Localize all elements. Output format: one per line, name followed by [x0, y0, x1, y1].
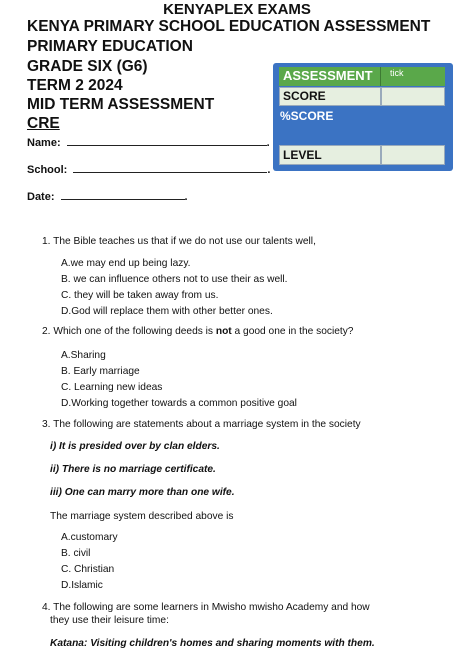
question-3-option-a[interactable]: A.customary: [61, 532, 118, 543]
question-2-option-a[interactable]: A.Sharing: [61, 350, 106, 361]
date-dot: .: [184, 191, 188, 203]
question-3-prompt: The marriage system described above is: [50, 511, 234, 522]
question-2-text-bold: not: [215, 326, 232, 337]
question-3-statement-2: ii) There is no marriage certificate.: [50, 464, 216, 475]
question-1-option-b[interactable]: B. we can influence others not to use their as well.: [61, 274, 288, 285]
question-1-text: 1. The Bible teaches us that if we do not use our talents well,: [42, 236, 316, 247]
level-label: LEVEL: [283, 148, 322, 162]
date-label: Date:: [27, 191, 55, 203]
assessment-box-title: ASSESSMENT: [283, 68, 373, 83]
question-3-statement-3: iii) One can marry more than one wife.: [50, 487, 235, 498]
school-field: [27, 163, 270, 176]
score-label: SCORE: [283, 89, 326, 103]
name-dot: .: [266, 137, 270, 149]
exam-provider: KENYAPLEX EXAMS: [163, 1, 311, 18]
question-4-text-line-1: 4. The following are some learners in Mwisho mwisho Academy and how: [42, 602, 370, 613]
pct-score-label: %SCORE: [280, 109, 334, 123]
name-line[interactable]: [67, 136, 267, 146]
term: TERM 2 2024: [27, 77, 123, 94]
question-3-option-d[interactable]: D.Islamic: [61, 580, 103, 591]
question-3-option-c[interactable]: C. Christian: [61, 564, 115, 575]
date-line[interactable]: [61, 190, 185, 200]
assessment-box-header: [279, 67, 445, 86]
question-2-text-pre: 2. Which one of the following deeds is: [42, 326, 216, 337]
grade: GRADE SIX (G6): [27, 58, 148, 75]
question-4-text-line-2: they use their leisure time:: [50, 615, 169, 626]
name-field: [27, 136, 270, 149]
subject: CRE: [27, 115, 60, 132]
school-dot: .: [267, 164, 271, 176]
date-field: [27, 190, 188, 203]
exam-type: MID TERM ASSESSMENT: [27, 96, 215, 113]
question-2-option-c[interactable]: C. Learning new ideas: [61, 382, 163, 393]
question-3-text: 3. The following are statements about a marriage system in the society: [42, 419, 361, 430]
question-1-option-a[interactable]: A.we may end up being lazy.: [61, 258, 191, 269]
question-1-option-d[interactable]: D.God will replace them with other better ones.: [61, 306, 273, 317]
question-2-text-post: a good one in the society?: [231, 326, 354, 337]
question-4-example: Katana: Visiting children's homes and sharing moments with them.: [50, 638, 375, 649]
school-line[interactable]: [73, 163, 267, 173]
assessment-title: KENYA PRIMARY SCHOOL EDUCATION ASSESSMENT: [27, 18, 431, 35]
name-label: Name:: [27, 137, 61, 149]
level-value-cell[interactable]: [381, 145, 445, 165]
question-3-option-b[interactable]: B. civil: [61, 548, 91, 559]
education-level: PRIMARY EDUCATION: [27, 38, 193, 55]
assessment-box-tick-label: tick: [390, 68, 404, 78]
school-label: School:: [27, 164, 68, 176]
score-value-cell[interactable]: [381, 87, 445, 106]
question-2-option-b[interactable]: B. Early marriage: [61, 366, 140, 377]
question-1-option-c[interactable]: C. they will be taken away from us.: [61, 290, 219, 301]
question-2-option-d[interactable]: D.Working together towards a common positive goal: [61, 398, 297, 409]
question-2-text: [42, 325, 353, 338]
header-divider: [380, 67, 381, 86]
question-3-statement-1: i) It is presided over by clan elders.: [50, 441, 220, 452]
